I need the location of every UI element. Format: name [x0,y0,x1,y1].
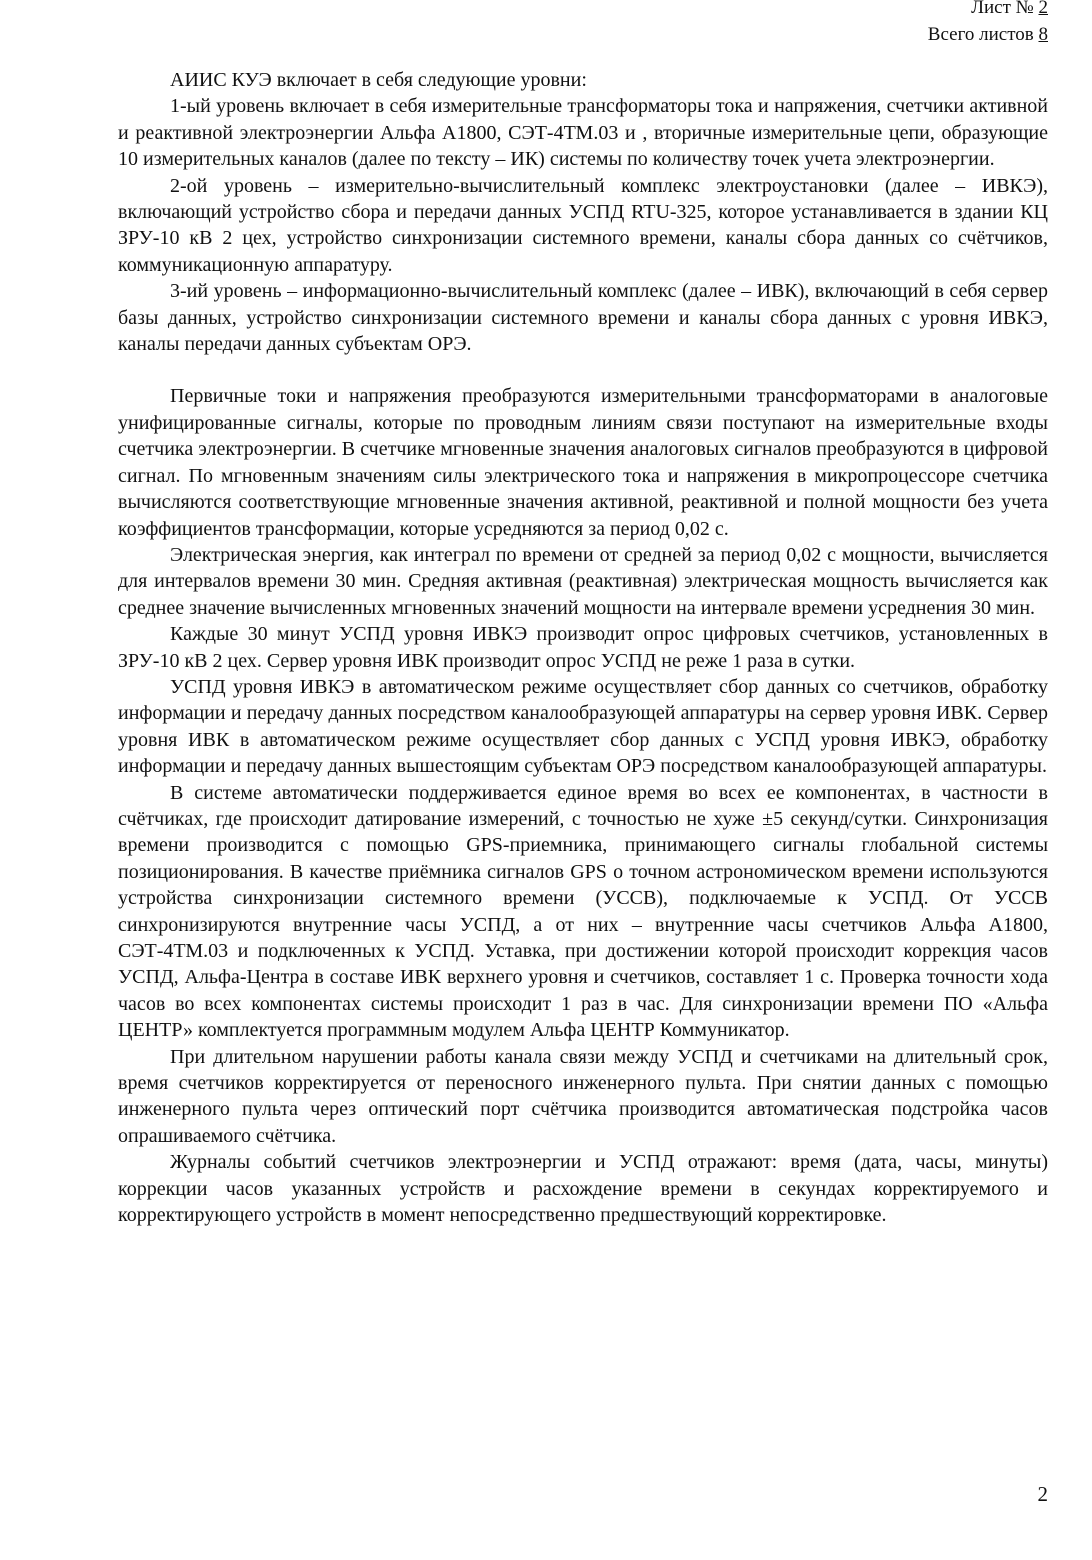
document-body [118,67,1048,1228]
sheet-label: Лист № [971,0,1034,18]
total-sheets-number: 8 [1038,24,1048,45]
sheet-number: 2 [1038,0,1048,18]
sheet-header [928,0,1048,48]
paragraph-level-2: 2-ой уровень – измерительно-вычислительный комплекс электроустановки (далее – ИВКЭ), включающий устройство сбора и передачи данных УСПД RTU-325, которое устанавливается в здании КЦ ЗРУ-10 кВ 2 цех, устройство синхронизации системного времени, каналы сбора данных со счётчиков, коммуникационную аппаратуру. [118,174,1048,276]
paragraph-event-logs: Журналы событий счетчиков электроэнергии и УСПД отражают: время (дата, часы, минуты) коррекции часов указанных устройств и расхождение времени в секундах корректируемого и корректирующего устройств в момент непосредственно предшествующий корректировке. [118,1151,1048,1227]
sheet-number-line [928,0,1048,21]
paragraph-energy-calculation: Электрическая энергия, как интеграл по времени от средней за период 0,02 с мощности, вычисляется для интервалов времени 30 мин. Средняя активная (реактивная) электрическая мощность вычисляется как среднее значение вычисленных мгновенных значений мощности на интервале времени усреднения 30 мин. [118,543,1048,619]
paragraph-level-3: 3-ий уровень – информационно-вычислительный комплекс (далее – ИВК), включающий в себя сервер базы данных, устройство синхронизации системного времени и каналы сбора данных с уровня ИВКЭ, каналы передачи данных субъектам ОРЭ. [118,280,1048,356]
total-sheets-label: Всего листов [927,24,1034,45]
paragraph-data-collection: УСПД уровня ИВКЭ в автоматическом режиме осуществляет сбор данных со счетчиков, обработку информации и передачу данных посредством каналообразующей аппаратуры на сервер уровня ИВК. Сервер уровня ИВК в автоматическом режиме осуществляет сбор данных с УСПД уровня ИВКЭ, обработку информации и передачу данных вышестоящим субъектам ОРЭ посредством каналообразующей аппаратуры. [118,675,1048,778]
paragraph-polling: Каждые 30 минут УСПД уровня ИВКЭ производит опрос цифровых счетчиков, установленных в ЗРУ-10 кВ 2 цех. Сервер уровня ИВК производит опрос УСПД не реже 1 раза в сутки. [118,623,1048,672]
total-sheets-line [928,21,1048,48]
paragraph-time-sync: В системе автоматически поддерживается единое время во всех ее компонентах, в частности в счётчиках, где происходит датирование измерений, с точностью не хуже ±5 секунд/сутки. Синхронизация времени производится с помощью GPS-приемника, принимающего сигналы глобальной системы позиционирования. В качестве приёмника сигналов GPS о точном астрономическом времени используются устройства синхронизации системного времени (УССВ), подключаемые к УСПД. От УССВ синхронизируются внутренние часы УСПД, а от них – внутренние часы счетчиков Альфа A1800, СЭТ-4ТМ.03 и подключенных к УСПД. Уставка, при достижении которой происходит коррекция часов УСПД, Альфа-Центра в составе ИВК верхнего уровня и счетчиков, составляет 1 с. Проверка точности хода часов во всех компонентах системы происходит 1 раз в час. Для синхронизации времени ПО «Альфа ЦЕНТР» комплектуется программным модулем Альфа ЦЕНТР Коммуникатор. [118,781,1048,1042]
paragraph-levels-intro: АИИС КУЭ включает в себя следующие уровни: [170,69,587,91]
paragraph-link-failure: При длительном нарушении работы канала связи между УСПД и счетчиками на длительный срок, время счетчиков корректируется от переносного инженерного пульта. При снятии данных с помощью инженерного пульта через оптический порт счётчика производится автоматическая подстройка часов опрашиваемого счётчика. [118,1045,1048,1147]
page-number: 2 [1037,1482,1048,1506]
paragraph-signal-conversion: Первичные токи и напряжения преобразуются измерительными трансформаторами в аналоговые унифицированные сигналы, которые по проводным линиям связи поступают на измерительные входы счетчика электроэнергии. В счетчике мгновенные значения аналоговых сигналов преобразуются в цифровой сигнал. По мгновенным значениям силы электрического тока и напряжения в микропроцессоре счетчика вычисляются соответствующие мгновенные значения активной, реактивной и полной мощности без учета коэффициентов трансформации, которые усредняются за период 0,02 с. [118,385,1048,540]
paragraph-level-1: 1-ый уровень включает в себя измерительные трансформаторы тока и напряжения, счетчики активной и реактивной электроэнергии Альфа A1800, СЭТ-4ТМ.03 и , вторичные измерительные цепи, образующие 10 измерительных каналов (далее по тексту – ИК) системы по количеству точек учета электроэнергии. [118,95,1048,171]
